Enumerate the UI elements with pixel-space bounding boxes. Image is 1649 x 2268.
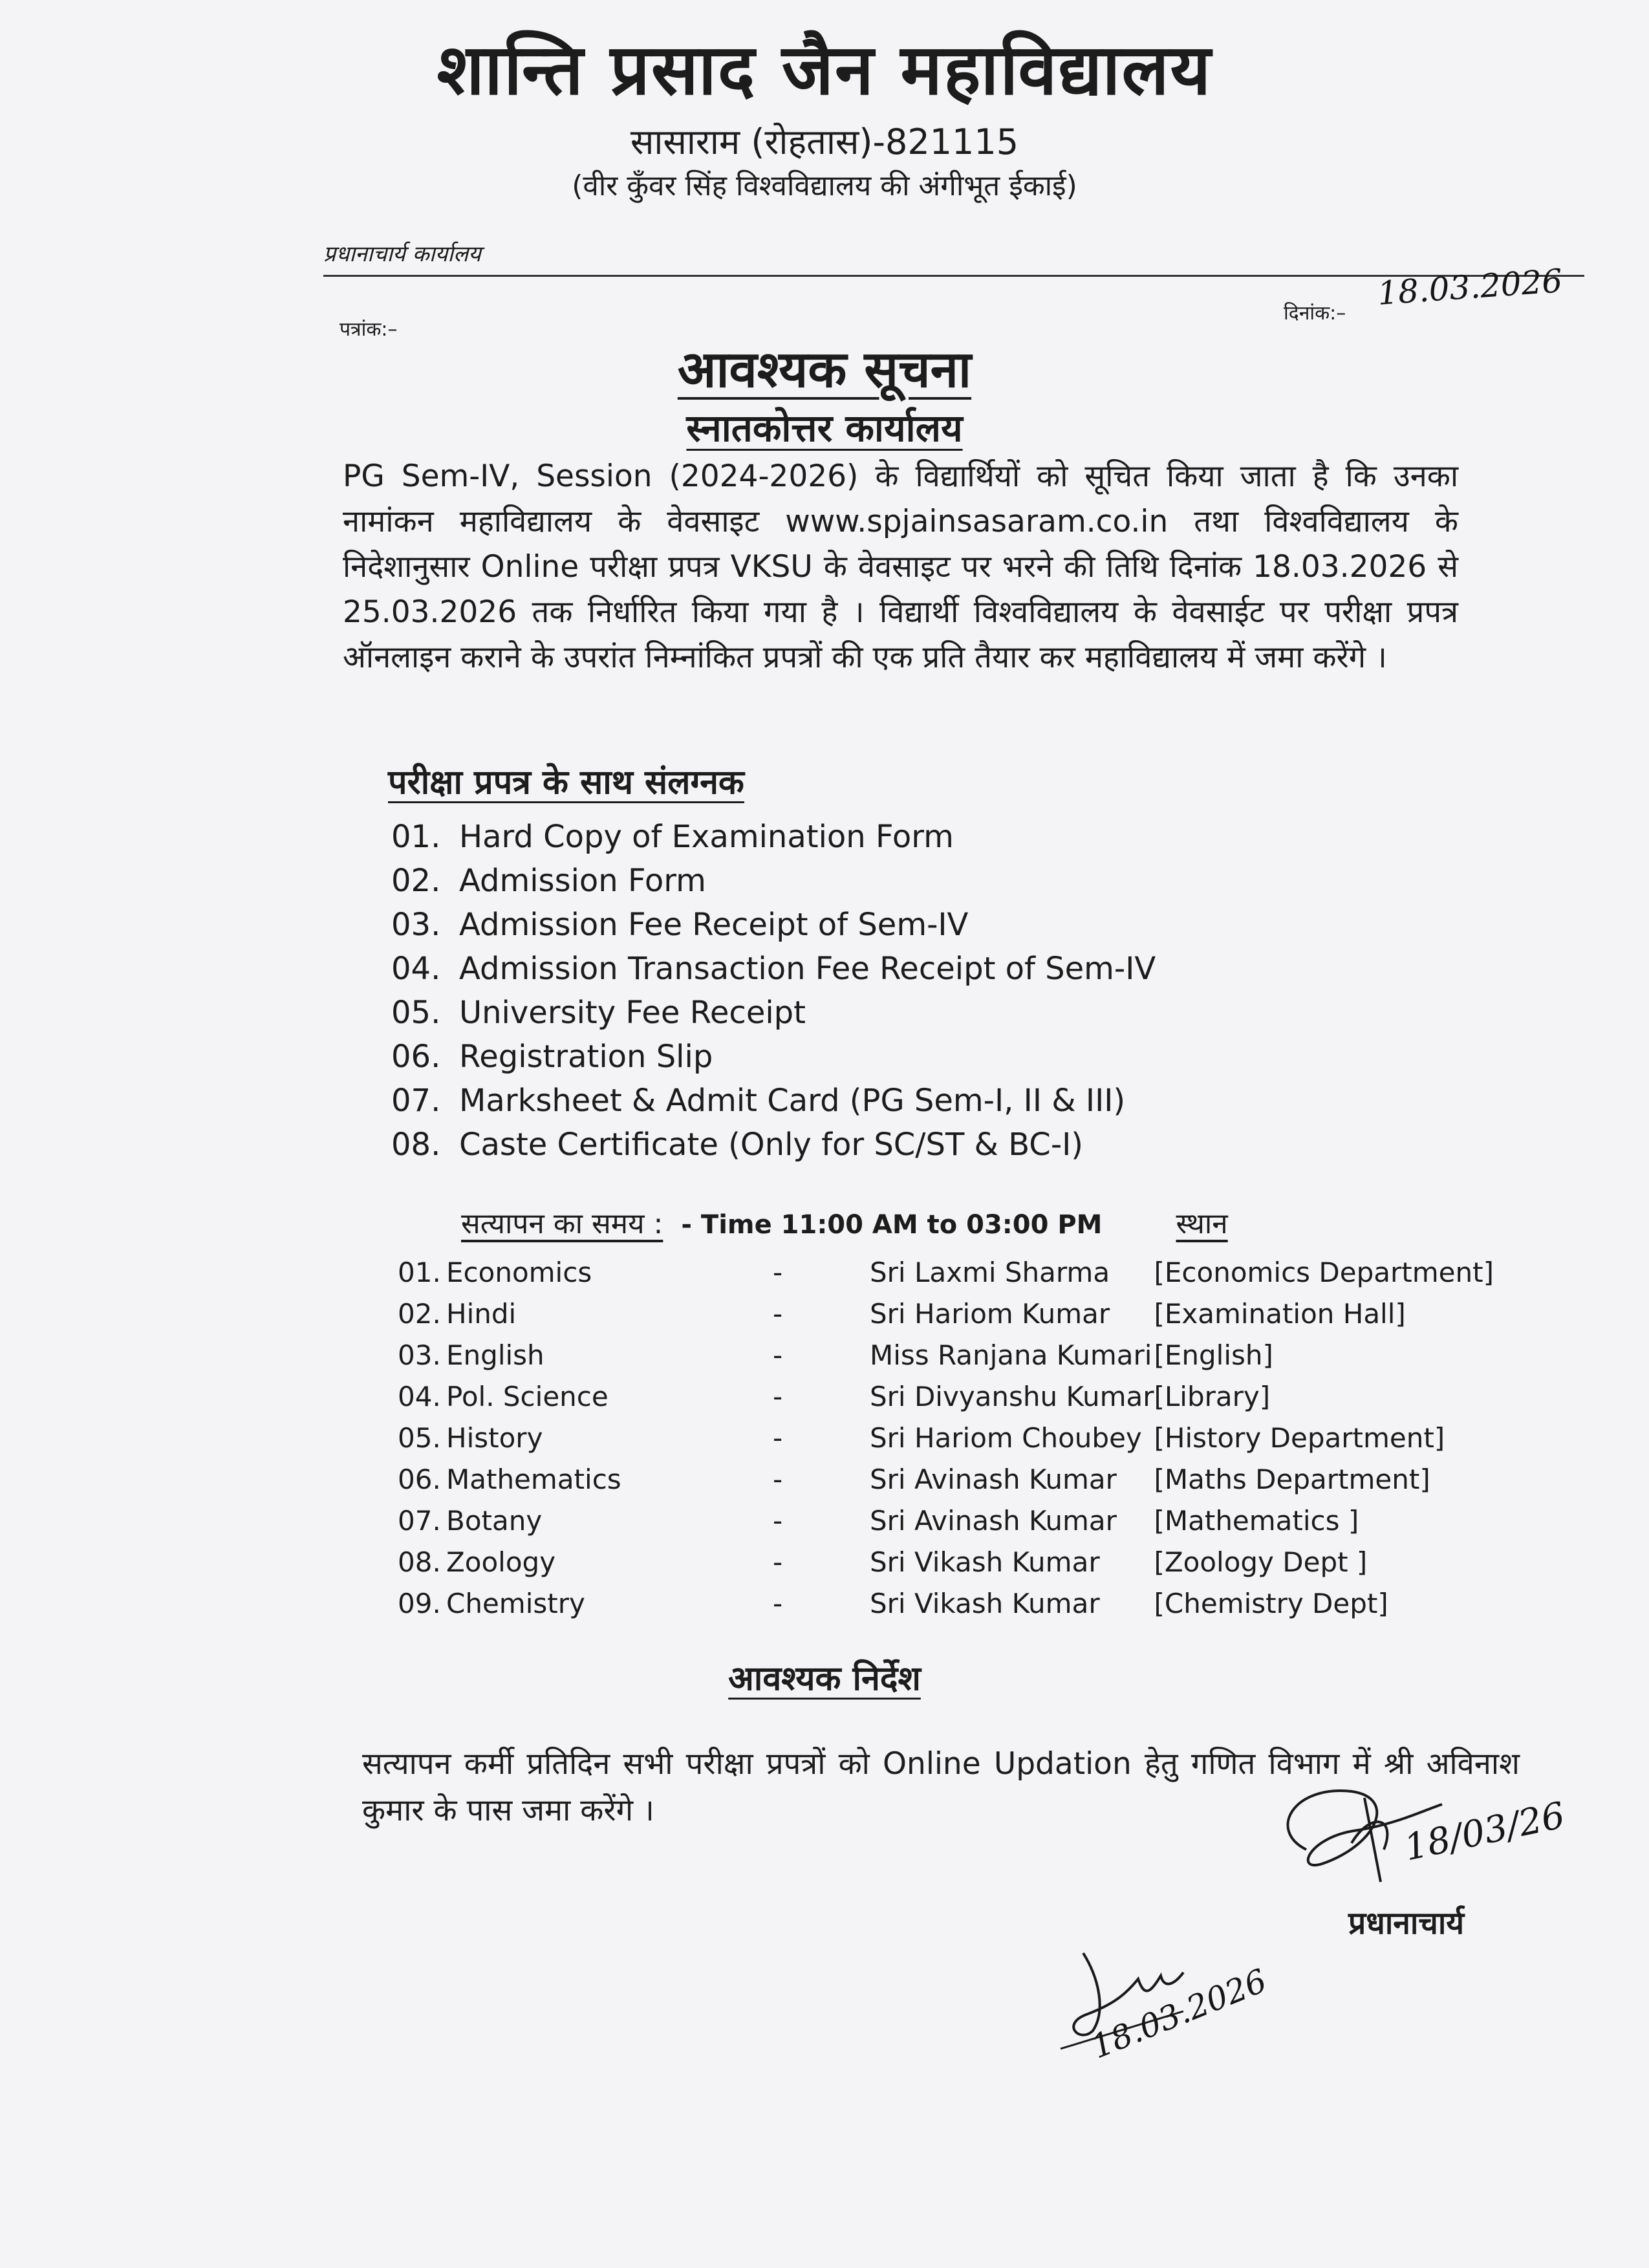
cell-num: 02.	[398, 1297, 441, 1330]
item-text: Admission Form	[459, 863, 706, 899]
notice-body: PG Sem-IV, Session (2024-2026) के विद्यार्थियों को सूचित किया जाता है कि उनका नामांकन महाविद्यालय के वेवसाइट www.spjainsasaram.co.in तथा विश्वविद्यालय के निदेशानुसार Online परीक्षा प्रपत्र VKSU के वेवसाइट पर भरने की तिथि दिनांक 18.03.2026 से 25.03.2026 तक निर्धारित किया गया है । विद्यार्थी विश्वविद्यालय के वेवसाईट पर परीक्षा प्रपत्र ऑनलाइन कराने के उपरांत निम्नांकित प्रपत्रों की एक प्रति तैयार कर महाविद्यालय में जमा करेंगे ।	[343, 459, 1458, 675]
list-item	[391, 815, 1156, 859]
verification-table	[398, 1251, 1494, 1624]
table-row	[398, 1458, 1494, 1500]
item-text: Hard Copy of Examination Form	[459, 819, 954, 855]
cell-dept: Botany	[446, 1504, 543, 1537]
notice-subtitle	[0, 401, 1649, 452]
cell-dash: -	[773, 1256, 783, 1288]
item-number: 02.	[391, 863, 441, 899]
cell-person: Sri Vikash Kumar	[870, 1587, 1100, 1619]
cell-num: 06.	[398, 1463, 441, 1495]
cell-num: 03.	[398, 1339, 441, 1371]
cell-dept: English	[446, 1339, 544, 1371]
cell-dash: -	[773, 1380, 783, 1412]
officer-signature-date: 18.03.2026	[1086, 1961, 1272, 2066]
verification-table-body	[398, 1251, 1494, 1624]
item-number: 07.	[391, 1083, 441, 1119]
list-item	[391, 947, 1156, 991]
cell-num: 08.	[398, 1546, 441, 1578]
handwritten-date: 18.03.2026	[1376, 262, 1564, 312]
item-text: Admission Fee Receipt of Sem-IV	[459, 907, 969, 943]
cell-dash: -	[773, 1297, 783, 1330]
list-item	[391, 1123, 1156, 1167]
table-row	[398, 1417, 1494, 1458]
list-item	[391, 1035, 1156, 1079]
item-number: 03.	[391, 907, 441, 943]
list-item	[391, 903, 1156, 947]
cell-place: [English]	[1154, 1339, 1273, 1371]
principal-title: प्रधानाचार्य	[1348, 1905, 1465, 1941]
notice-subtitle-text: स्नातकोत्तर कार्यालय	[686, 406, 963, 450]
cell-dash: -	[773, 1587, 783, 1619]
cell-person: Sri Vikash Kumar	[870, 1546, 1100, 1578]
letter-number-label: पत्रांक:–	[339, 318, 398, 341]
cell-dept: History	[446, 1421, 543, 1454]
college-name: शान्ति प्रसाद जैन महाविद्यालय	[436, 30, 1212, 111]
place-header: स्थान	[1176, 1207, 1228, 1240]
item-number: 08.	[391, 1127, 441, 1163]
cell-place: [Examination Hall]	[1154, 1297, 1406, 1330]
cell-person: Sri Hariom Kumar	[870, 1297, 1110, 1330]
instructions-heading-text: आवश्यक निर्देश	[728, 1659, 921, 1698]
item-text: Caste Certificate (Only for SC/ST & BC-I)	[459, 1127, 1084, 1163]
cell-dash: -	[773, 1546, 783, 1578]
cell-dash: -	[773, 1421, 783, 1454]
table-row	[398, 1582, 1494, 1624]
table-row	[398, 1541, 1494, 1582]
notice-title	[0, 333, 1649, 402]
list-item	[391, 1079, 1156, 1123]
attachments-list	[391, 815, 1156, 1167]
cell-num: 04.	[398, 1380, 441, 1412]
cell-person: Miss Ranjana Kumari	[870, 1339, 1152, 1371]
cell-dept: Chemistry	[446, 1587, 585, 1619]
cell-place: [Maths Department]	[1154, 1463, 1430, 1495]
cell-dept: Zoology	[446, 1546, 556, 1578]
item-number: 01.	[391, 819, 441, 855]
cell-num: 05.	[398, 1421, 441, 1454]
office-label: प्रधानाचार्य कार्यालय	[323, 241, 481, 267]
principal-signature-date: 18/03/26	[1400, 1794, 1569, 1870]
cell-dept: Economics	[446, 1256, 592, 1288]
college-affiliation: (वीर कुँवर सिंह विश्वविद्यालय की अंगीभूत ईकाई)	[572, 169, 1077, 202]
list-item	[391, 991, 1156, 1035]
cell-dash: -	[773, 1504, 783, 1537]
verification-time-line	[461, 1203, 1228, 1242]
cell-place: [Chemistry Dept]	[1154, 1587, 1388, 1619]
item-text: Registration Slip	[459, 1039, 713, 1075]
cell-place: [History Department]	[1154, 1421, 1445, 1454]
cell-person: Sri Laxmi Sharma	[870, 1256, 1110, 1288]
table-row	[398, 1251, 1494, 1293]
table-row	[398, 1334, 1494, 1376]
cell-dept: Mathematics	[446, 1463, 621, 1495]
cell-person: Sri Divyanshu Kumar	[870, 1380, 1154, 1412]
cell-dash: -	[773, 1339, 783, 1371]
verification-label: सत्यापन का समय :	[461, 1207, 663, 1240]
cell-num: 09.	[398, 1587, 441, 1619]
cell-place: [Economics Department]	[1154, 1256, 1494, 1288]
item-number: 06.	[391, 1039, 441, 1075]
cell-person: Sri Hariom Choubey	[870, 1421, 1142, 1454]
cell-dept: Hindi	[446, 1297, 517, 1330]
cell-person: Sri Avinash Kumar	[870, 1463, 1117, 1495]
cell-person: Sri Avinash Kumar	[870, 1504, 1117, 1537]
instructions-body: सत्यापन कर्मी प्रतिदिन सभी परीक्षा प्रपत्रों को Online Updation हेतु गणित विभाग में श्री अविनाश कुमार के पास जमा करेंगे ।	[362, 1746, 1520, 1828]
item-number: 04.	[391, 951, 441, 987]
notice-title-text: आवश्यक सूचना	[677, 341, 972, 399]
date-label: दिनांक:–	[1284, 302, 1346, 325]
item-number: 05.	[391, 995, 441, 1031]
item-text: Admission Transaction Fee Receipt of Sem-IV	[459, 951, 1156, 987]
table-row	[398, 1293, 1494, 1334]
item-text: Marksheet & Admit Card (PG Sem-I, II & III)	[459, 1083, 1126, 1119]
cell-dept: Pol. Science	[446, 1380, 609, 1412]
list-item	[391, 859, 1156, 903]
verification-time: - Time 11:00 AM to 03:00 PM	[681, 1210, 1103, 1240]
cell-num: 01.	[398, 1256, 441, 1288]
college-city-line: सासाराम (रोहतास)-821115	[630, 122, 1019, 162]
attachments-heading: परीक्षा प्रपत्र के साथ संलग्नक	[388, 763, 744, 802]
cell-dash: -	[773, 1463, 783, 1495]
instructions-heading	[0, 1654, 1649, 1700]
table-row	[398, 1376, 1494, 1417]
table-row	[398, 1500, 1494, 1541]
cell-place: [Library]	[1154, 1380, 1271, 1412]
item-text: University Fee Receipt	[459, 995, 806, 1031]
cell-place: [Mathematics ]	[1154, 1504, 1359, 1537]
cell-place: [Zoology Dept ]	[1154, 1546, 1368, 1578]
cell-num: 07.	[398, 1504, 441, 1537]
